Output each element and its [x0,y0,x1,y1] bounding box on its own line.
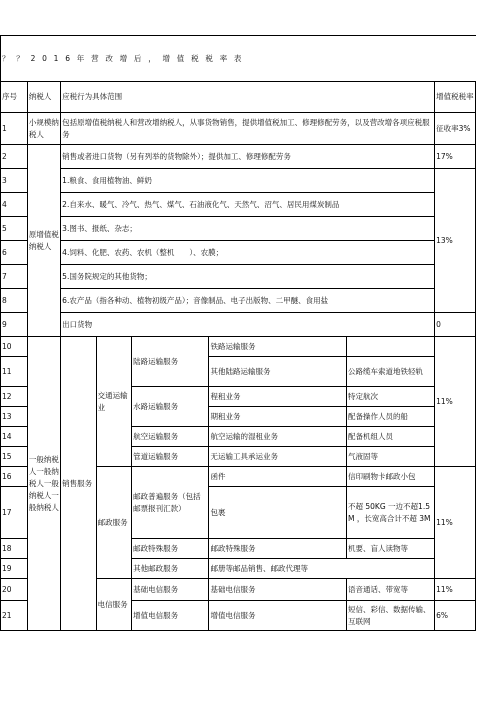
postal-cell: 邮政服务 [96,467,131,579]
row-note: 不超 50KG 一边不超1.5M ，长宽高合计不超 3M [347,487,435,539]
row-scope: 5.国务院规定的其他货物； [61,265,435,289]
row-sub: 航空运输服务 [132,427,209,447]
row-scope: 1.粮食、食用植物油、鲜奶 [61,169,435,193]
sales-service-cell: 销售服务 [61,337,96,631]
row-seq: 4 [1,193,28,217]
row-rate: 17% [435,145,476,169]
row-seq: 17 [1,487,28,539]
row-item: 基础电信服务 [209,579,347,601]
row-item: 增值电信服务 [209,601,347,631]
general-taxpayer-cell-2: 一般纳税人一般纳税人一般纳税人一般纳税人 [27,337,60,631]
row-scope: 2.自来水、暖气、冷气、热气、煤气、石油液化气、天然气、沼气、居民用煤炭制品 [61,193,435,217]
table-row [1,193,476,217]
general-taxpayer-cell: 原增值税纳税人 [27,145,60,337]
header-taxpayer: 纳税人 [27,82,60,113]
row-note: 公路缆车索道地铁轻轨 [347,357,435,387]
header-row [1,82,476,113]
row-scope: 6.农产品（指各种动、植物初级产品）；音像制品、电子出版物、二甲醚、食用盐 [61,289,435,313]
row-seq: 15 [1,447,28,467]
row-sub: 基础电信服务 [132,579,209,601]
title-row [1,36,476,82]
table-row [1,169,476,193]
row-note: 特定航次 [347,387,435,407]
row-scope: 3.图书、报纸、杂志； [61,217,435,241]
row-item: 邮册等邮品销售、邮政代理等 [209,559,435,579]
row-note: 配备操作人员的船 [347,407,435,427]
row-seq: 5 [1,217,28,241]
row-item: 其他陆路运输服务 [209,357,347,387]
row-item: 铁路运输服务 [209,337,347,357]
row-seq: 19 [1,559,28,579]
table-row [1,313,476,337]
table-row [1,113,476,145]
row-note: 语音通话、带宽等 [347,579,435,601]
row-seq: 10 [1,337,28,357]
row-scope: 包括原增值税纳税人和营改增纳税人，从事货物销售，提供增值税加工、修理修配劳务，以及营改增各项应税服务 [61,113,435,145]
row-item: 程租业务 [209,387,347,407]
row-note: 配备机组人员 [347,427,435,447]
row-seq: 12 [1,387,28,407]
table-row [1,337,476,357]
row-sub: 邮政特殊服务 [132,539,209,559]
table-row [1,217,476,241]
row-seq: 16 [1,467,28,487]
row-scope: 销售或者进口货物（另有列举的货物除外）；提供加工、修理修配劳务 [61,145,435,169]
postal-general-cell: 邮政普遍服务（包括邮票报刊汇款） [132,467,209,539]
row-seq: 20 [1,579,28,601]
row-sub: 增值电信服务 [132,601,209,631]
table-row [1,265,476,289]
rate-11-cell-2: 11% [435,467,476,579]
row-seq: 21 [1,601,28,631]
row-note: 短信、彩信、数据传输、互联网 [347,601,435,631]
table-row [1,289,476,313]
row-sub: 管道运输服务 [132,447,209,467]
row-note: 信印刷物卡邮政小包 [347,467,435,487]
row-item: 邮政特殊服务 [209,539,347,559]
row-seq: 3 [1,169,28,193]
row-rate: 征收率3% [435,113,476,145]
header-rate: 增值税税率 [435,82,476,113]
row-seq: 9 [1,313,28,337]
vat-rate-table [0,35,476,631]
row-note: 气液固等 [347,447,435,467]
table-row [1,241,476,265]
header-seq: 序号 [1,82,28,113]
row-note: 机要、盲人读物等 [347,539,435,559]
row-rate: 0 [435,313,476,337]
row-item: 包裹 [209,487,347,539]
row-item: 航空运输的湿租业务 [209,427,347,447]
water-transport-cell: 水路运输服务 [132,387,209,427]
row-seq: 2 [1,145,28,169]
row-sub: 其他邮政服务 [132,559,209,579]
row-seq: 1 [1,113,28,145]
row-rate: 11% [435,579,476,601]
row-item: 无运输工具承运业务 [209,447,347,467]
row-seq: 11 [1,357,28,387]
row-seq: 14 [1,427,28,447]
transport-cell: 交通运输业 [96,337,131,467]
table-row [1,145,476,169]
row-scope: 4.饲料、化肥、农药、农机（整机 ）、农膜； [61,241,435,265]
table-title: ？ ？ 2 0 1 6 年 营 改 增 后 ， 增 值 税 税 率 表 [1,36,476,82]
row-note [347,337,435,357]
land-transport-cell: 陆路运输服务 [132,337,209,387]
row-scope: 出口货物 [61,313,435,337]
row-seq: 8 [1,289,28,313]
row-seq: 6 [1,241,28,265]
row-item: 期租业务 [209,407,347,427]
row-seq: 7 [1,265,28,289]
row-item: 函件 [209,467,347,487]
row-rate: 6% [435,601,476,631]
header-scope: 应税行为具体范围 [61,82,435,113]
row-taxpayer: 小规模纳税人 [27,113,60,145]
row-seq: 13 [1,407,28,427]
row-seq: 18 [1,539,28,559]
rate-11-cell: 11% [435,337,476,467]
rate-13-cell: 13% [435,169,476,313]
telecom-cell: 电信服务 [96,579,131,631]
